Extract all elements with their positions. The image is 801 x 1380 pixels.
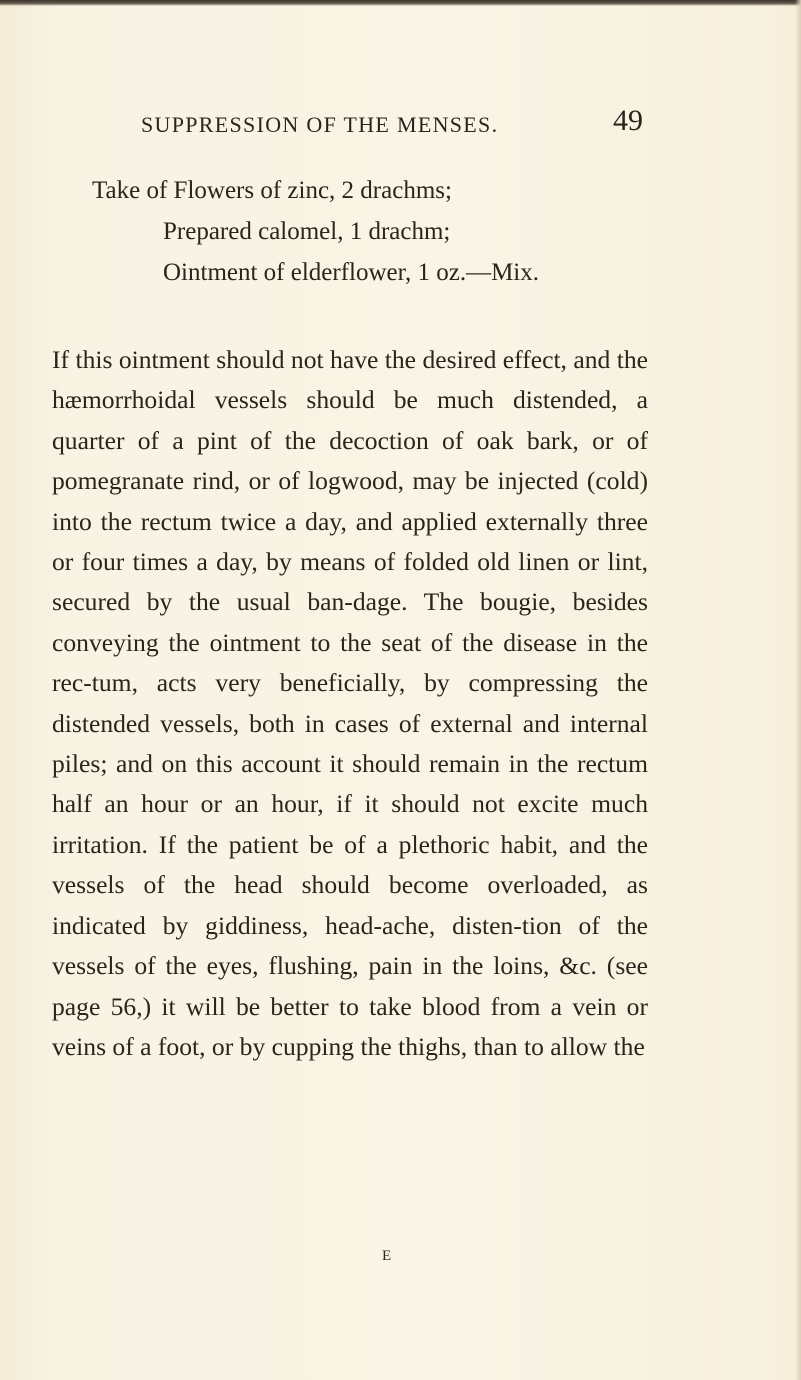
- body-paragraph: If this ointment should not have the desired effect, and the hæmorrhoidal vessels should be much distended, a quarter of a pint of the decoction of oak bark, or of pomegranate rind, or of logwood, may be injected (cold) into the rectum twice a day, and applied externally three or four times a day, by means of folded old linen or lint, secured by the usual ban-dage. The bougie, besides conveying the ointment to the seat of the disease in the rec-tum, acts very beneficially, by compressing the distended vessels, both in cases of external and internal piles; and on this account it should remain in the rectum half an hour or an hour, if it should not excite much irritation. If the patient be of a plethoric habit, and the vessels of the head should become overloaded, as indicated by giddiness, head-ache, disten-tion of the vessels of the eyes, flushing, pain in the loins, &c. (see page 56,) it will be better to take blood from a vein or veins of a foot, or by cupping the thighs, than to allow the: [52, 345, 648, 1061]
- page-number: 49: [613, 104, 643, 137]
- recipe-block: [92, 170, 732, 293]
- page-top-edge: [0, 0, 801, 6]
- running-head: SUPPRESSION OF THE MENSES.: [141, 112, 499, 137]
- signature-mark: E: [382, 1248, 393, 1264]
- recipe-line: Ointment of elderflower, 1 oz.—Mix.: [163, 259, 539, 286]
- recipe-line: Prepared calomel, 1 drachm;: [163, 218, 451, 245]
- recipe-line: Take of Flowers of zinc, 2 drachms;: [92, 177, 452, 204]
- page-header: [0, 104, 801, 152]
- page-right-edge: [795, 0, 801, 1380]
